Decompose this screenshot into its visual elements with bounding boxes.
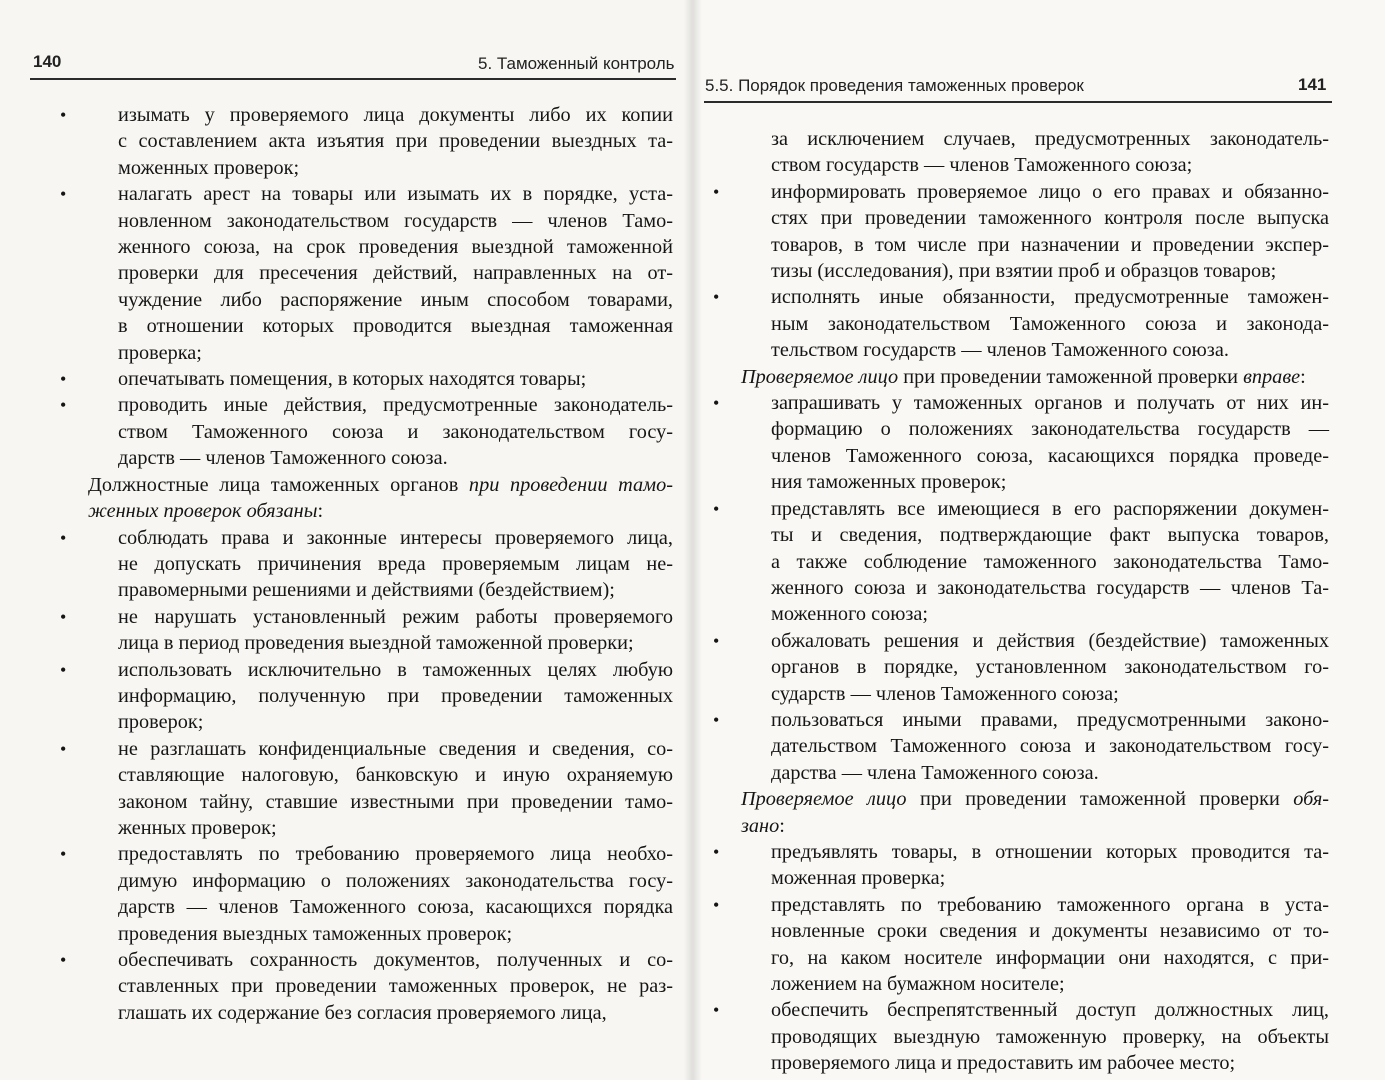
paragraph-line <box>741 786 1329 812</box>
right-running-head: 5.5. Порядок проведения таможенных проверок <box>705 76 1084 95</box>
bullet-icon: • <box>60 606 67 627</box>
text-line <box>88 313 673 339</box>
line-text: ты и сведения, подтверждающие факт выпуска товаров, <box>771 524 1329 547</box>
text-line <box>88 683 673 709</box>
bullet-icon: • <box>60 184 67 205</box>
line-text: органов в порядке, установленном законодательством го- <box>771 656 1329 679</box>
line-text: дательством Таможенного союза и законодательством госу- <box>771 735 1329 758</box>
line-text: использовать исключительно в таможенных целях любую <box>118 658 673 681</box>
line-text: товаров, в том числе при назначении и проведении экспер- <box>771 233 1329 256</box>
line-text: законом тайну, ставшие известными при проведении тамо- <box>118 790 673 813</box>
bullet-list-line <box>713 839 1329 865</box>
text-line <box>741 469 1329 495</box>
bullet-icon: • <box>713 630 720 651</box>
bullet-icon: • <box>60 738 67 759</box>
text-line <box>741 865 1329 891</box>
text-line <box>741 575 1329 601</box>
line-text: ложением на бумажном носителе; <box>771 973 1065 995</box>
line-text: проводить иные действия, предусмотренные законодатель- <box>118 394 673 417</box>
text-line <box>741 681 1329 707</box>
bullet-icon: • <box>713 709 720 730</box>
line-text: го, на каком носителе информации они находятся, с при- <box>771 946 1329 969</box>
line-text: формацию о положениях законодательства государств — <box>771 418 1329 441</box>
paragraph-line <box>741 364 1329 390</box>
text-line <box>88 445 673 471</box>
line-text: не разглашать конфиденциальные сведения и сведения, со- <box>118 737 673 760</box>
line-text: новленные сроки сведения и документы независимо от то- <box>771 920 1329 943</box>
line-text: при проведении таможенной проверки <box>906 788 1294 811</box>
text-line <box>741 733 1329 759</box>
text-line <box>741 601 1329 627</box>
right-body-text <box>713 126 1329 1077</box>
bullet-list-line <box>60 604 673 630</box>
text-line <box>88 419 673 445</box>
line-text: обеспечить беспрепятственный доступ должностных лиц, <box>771 999 1329 1022</box>
bullet-icon: • <box>713 894 720 915</box>
left-page-number: 140 <box>33 52 62 71</box>
line-text: предъявлять товары, в отношении которых проводится та- <box>771 840 1329 863</box>
right-page-number: 141 <box>1298 75 1327 94</box>
line-text: правомерными решениями и действиями (бездействием); <box>118 579 615 602</box>
line-text: а также соблюдение таможенного законодательства Тамо- <box>771 550 1329 573</box>
text-line <box>88 551 673 577</box>
bullet-icon: • <box>60 527 67 548</box>
bullet-list-line <box>713 284 1329 310</box>
text-line <box>741 1024 1329 1050</box>
text-line <box>741 152 1329 178</box>
line-text: соблюдать права и законные интересы проверяемого лица, <box>118 526 673 549</box>
text-line <box>741 416 1329 442</box>
line-text: в отношении которых проводится выездная таможенная <box>118 315 673 338</box>
bullet-list-line <box>60 102 673 128</box>
line-text: ставленных при проведении таможенных проверок, не раз- <box>118 975 673 998</box>
line-text: женных проверок; <box>118 816 277 839</box>
text-line <box>741 813 1329 839</box>
line-text: моженного союза; <box>771 603 929 626</box>
bullet-icon: • <box>713 287 720 308</box>
bullet-icon: • <box>60 659 67 680</box>
bullet-icon: • <box>60 105 67 125</box>
bullet-icon: • <box>60 844 67 865</box>
bullet-list-line <box>713 628 1329 654</box>
text-line <box>88 260 673 286</box>
text-line <box>88 128 673 154</box>
bullet-list-line <box>60 657 673 683</box>
bullet-list-line <box>60 841 673 867</box>
bullet-list-line <box>713 179 1329 205</box>
text-line <box>88 709 673 735</box>
line-text: стях при проведении таможенного контроля после выпуска <box>771 207 1329 230</box>
line-text: ным законодательством Таможенного союза и законода- <box>771 312 1329 335</box>
text-line <box>741 760 1329 786</box>
line-text: чуждение либо распоряжение иным способом товарами, <box>118 288 673 311</box>
emphasis-text: женных проверок обязаны <box>88 500 318 523</box>
line-text: исполнять иные обязанности, предусмотренные таможен- <box>771 286 1329 309</box>
line-text: с составлением акта изъятия при проведении выездных та- <box>118 130 673 153</box>
bullet-list-line <box>60 736 673 762</box>
text-line <box>741 443 1329 469</box>
text-line <box>741 522 1329 548</box>
text-line <box>741 232 1329 258</box>
line-text: представлять по требованию таможенного органа в уста- <box>771 893 1329 916</box>
bullet-list-line <box>713 707 1329 733</box>
emphasis-text: зано <box>741 814 780 837</box>
line-text: сударств — членов Таможенного союза; <box>771 682 1119 705</box>
line-text: обеспечивать сохранность документов, полученных и со- <box>118 949 673 971</box>
bullet-icon: • <box>60 369 67 390</box>
line-text: женного союза и законодательства государств — членов Та- <box>771 576 1329 599</box>
bullet-list-line <box>60 947 673 973</box>
text-line <box>741 205 1329 231</box>
line-text: дарств — членов Таможенного союза, касающихся порядка <box>118 896 673 919</box>
line-text: членов Таможенного союза, касающихся порядка проведе- <box>771 444 1329 467</box>
line-text: тизы (исследования), при взятии проб и образцов товаров; <box>771 260 1277 283</box>
text-line <box>88 762 673 788</box>
right-header-rule <box>704 101 1332 103</box>
text-line <box>741 945 1329 971</box>
text-line <box>88 498 673 524</box>
line-text: ставляющие налоговую, банковскую и иную охраняемую <box>118 764 673 787</box>
line-text: за исключением случаев, предусмотренных законодатель- <box>771 128 1329 150</box>
text-line <box>88 894 673 920</box>
line-text: проводящих выездную таможенную проверку, на объекты <box>771 1025 1329 1048</box>
text-line <box>88 973 673 999</box>
bullet-list-line <box>60 181 673 207</box>
bullet-list-line <box>713 390 1329 416</box>
line-text: ством Таможенного союза и законодательством госу- <box>118 420 673 443</box>
line-text: проведения выездных таможенных проверок; <box>118 922 513 945</box>
line-text: ством государств — членов Таможенного союза; <box>771 154 1193 177</box>
line-text: налагать арест на товары или изымать их в порядке, уста- <box>118 183 673 206</box>
left-body-text <box>60 102 673 1026</box>
line-text: тельством государств — членов Таможенного союза. <box>771 339 1229 362</box>
text-line <box>88 630 673 656</box>
emphasis-text: Проверяемое лицо <box>741 365 899 388</box>
bullet-list-line <box>60 392 673 418</box>
left-running-head: 5. Таможенный контроль <box>478 54 675 73</box>
paragraph-line <box>88 472 673 498</box>
line-text: опечатывать помещения, в которых находятся товары; <box>118 368 587 391</box>
text-line <box>88 921 673 947</box>
line-text: пользоваться иными правами, предусмотренными законо- <box>771 708 1329 731</box>
line-text: изымать у проверяемого лица документы либо их копии <box>118 104 673 126</box>
text-line <box>741 126 1329 152</box>
text-line <box>741 337 1329 363</box>
line-text: глашать их содержание без согласия проверяемого лица, <box>118 1001 607 1024</box>
line-text: дарств — членов Таможенного союза. <box>118 447 448 470</box>
bullet-icon: • <box>713 498 720 519</box>
text-line <box>88 789 673 815</box>
bullet-list-line <box>713 997 1329 1023</box>
text-line <box>741 311 1329 337</box>
text-line <box>88 340 673 366</box>
text-line <box>741 918 1329 944</box>
line-text: проверок; <box>118 711 204 734</box>
text-line <box>741 258 1329 284</box>
book-gutter <box>684 0 702 1080</box>
line-text: представлять все имеющиеся в его распоряжении докумен- <box>771 497 1329 520</box>
emphasis-text: Проверяемое лицо <box>741 788 907 811</box>
line-text: не нарушать установленный режим работы проверяемого <box>118 605 673 628</box>
bullet-icon: • <box>60 950 67 970</box>
emphasis-text: обя- <box>1293 788 1329 811</box>
text-line <box>88 1000 673 1026</box>
line-text: предоставлять по требованию проверяемого лица необхо- <box>118 843 673 866</box>
line-text: проверки для пресечения действий, направленных на от- <box>118 262 673 285</box>
bullet-list-line <box>713 496 1329 522</box>
left-header-rule <box>30 78 676 80</box>
line-text: димую информацию о положениях законодательства госу- <box>118 869 673 892</box>
line-text: проверка; <box>118 341 202 364</box>
line-text: : <box>317 500 324 523</box>
line-text: моженная проверка; <box>771 867 946 890</box>
line-text: проверяемого лица и предоставить им рабочее место; <box>771 1052 1236 1075</box>
bullet-list-line <box>60 525 673 551</box>
line-text: лица в период проведения выездной таможенной проверки; <box>118 632 634 655</box>
text-line <box>741 549 1329 575</box>
text-line <box>741 654 1329 680</box>
text-line <box>88 815 673 841</box>
line-text: при проведении таможенной проверки <box>898 365 1244 388</box>
text-line <box>88 868 673 894</box>
line-text: информацию, полученную при проведении таможенных <box>118 684 673 707</box>
line-text: моженных проверок; <box>118 156 300 179</box>
line-text: новленном законодательством государств — членов Тамо- <box>118 209 673 232</box>
text-line <box>88 155 673 181</box>
emphasis-text: при проведении тамо- <box>468 473 673 496</box>
bullet-icon: • <box>713 181 720 202</box>
line-text: женного союза, на срок проведения выездной таможенной <box>118 236 673 259</box>
text-line <box>741 1050 1329 1076</box>
text-line <box>88 208 673 234</box>
bullet-list-line <box>713 892 1329 918</box>
bullet-icon: • <box>713 1000 720 1021</box>
bullet-list-line <box>60 366 673 392</box>
line-text: : <box>1300 365 1306 388</box>
text-line <box>741 971 1329 997</box>
line-text: запрашивать у таможенных органов и получать от них ин- <box>771 392 1329 415</box>
bullet-icon: • <box>713 841 720 862</box>
line-text: дарства — члена Таможенного союза. <box>771 761 1099 784</box>
line-text: ния таможенных проверок; <box>771 471 1007 494</box>
line-text: не допускать причинения вреда проверяемым лицам не- <box>118 552 673 575</box>
bullet-icon: • <box>60 395 67 416</box>
line-text: информировать проверяемое лицо о его правах и обязанно- <box>771 180 1329 203</box>
text-line <box>88 577 673 603</box>
line-text: обжаловать решения и действия (бездействие) таможенных <box>771 629 1329 652</box>
text-line <box>88 234 673 260</box>
line-text: Должностные лица таможенных органов <box>88 473 469 496</box>
emphasis-text: вправе <box>1243 365 1301 388</box>
line-text: : <box>779 814 785 837</box>
bullet-icon: • <box>713 393 720 414</box>
text-line <box>88 287 673 313</box>
